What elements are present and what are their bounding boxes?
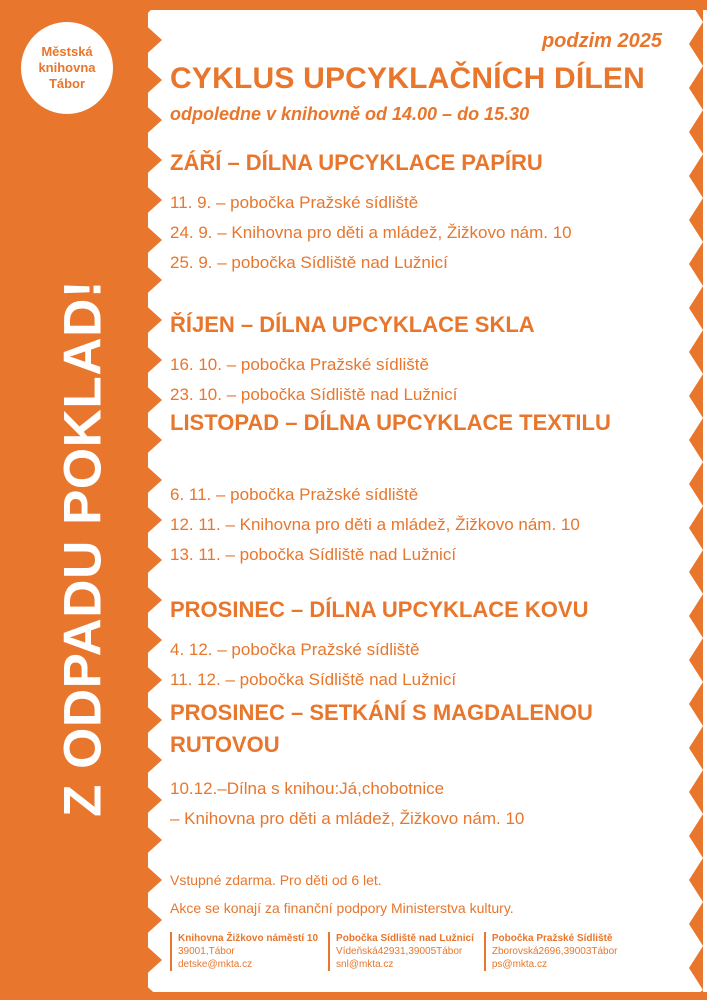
section-item: 23. 10. – pobočka Sídliště nad Lužnicí [170,385,458,404]
logo-line-3: Tábor [48,76,86,91]
section-item: 12. 11. – Knihovna pro děti a mládež, Žižkovo nám. 10 [170,515,580,534]
address-line-2: 39001,Tábor [178,946,235,957]
address-list [170,932,690,971]
footnote-admission: Vstupné zdarma. Pro děti od 6 let. [170,872,382,888]
page-title: CYKLUS UPCYKLAČNÍCH DÍLEN [170,62,646,95]
address-email: detske@mkta.cz [178,959,253,970]
section-item: 25. 9. – pobočka Sídliště nad Lužnicí [170,253,448,272]
address-email: ps@mkta.cz [491,959,548,970]
section-item: 10.12.–Dílna s knihou:Já,chobotnice [170,779,445,798]
right-zigzag-edge [689,0,703,1000]
section-item: 11. 12. – pobočka Sídliště nad Lužnicí [170,670,457,689]
section-rijen [170,310,680,410]
address-item [484,932,618,971]
footnotes [170,866,680,922]
footnote-support: Akce se konají za finanční podpory Ministerstva kultury. [170,900,514,916]
page-subtitle: odpoledne v knihovně od 14.00 – do 15.30 [170,104,530,124]
library-logo [21,22,113,114]
address-item [328,932,474,971]
section-title: PROSINEC – SETKÁNÍ S MAGDALENOU [170,700,593,725]
section-zari [170,148,680,278]
address-line-2: Vídeňská42931,39005Tábor [336,946,463,957]
section-title: ŘÍJEN – DÍLNA UPCYKLACE SKLA [170,312,535,337]
section-item: 6. 11. – pobočka Pražské sídliště [170,485,419,504]
address-name: Pobočka Pražské Sídliště [491,933,613,944]
season-label: podzim 2025 [541,30,662,52]
logo-line-1: Městská [41,44,93,59]
section-prosinec-setkani [170,698,680,834]
address-line-2: Zborovská2696,39003Tábor [491,946,618,957]
section-item: – Knihovna pro děti a mládež, Žižkovo nám. 10 [170,809,525,828]
section-item: 11. 9. – pobočka Pražské sídliště [170,193,419,212]
section-listopad [170,408,680,570]
content-column [170,0,680,1000]
section-title: LISTOPAD – DÍLNA UPCYKLACE TEXTILU [170,410,611,435]
section-title: PROSINEC – DÍLNA UPCYKLACE KOVU [170,597,589,622]
section-prosinec-kov [170,595,680,695]
section-item: 4. 12. – pobočka Pražské sídliště [170,640,420,659]
section-title-line-2: RUTOVOU [170,732,280,757]
section-item: 16. 10. – pobočka Pražské sídliště [170,355,429,374]
address-name: Pobočka Sídliště nad Lužnicí [336,933,474,944]
vertical-slogan: Z ODPADU POKLAD! [53,280,113,817]
section-title: ZÁŘÍ – DÍLNA UPCYKLACE PAPÍRU [170,150,543,175]
section-item: 24. 9. – Knihovna pro děti a mládež, Žižkovo nám. 10 [170,223,572,242]
address-item [170,932,318,971]
address-email: snl@mkta.cz [336,959,394,970]
logo-line-2: knihovna [38,60,96,75]
section-item: 13. 11. – pobočka Sídliště nad Lužnicí [170,545,457,564]
address-name: Knihovna Žižkovo náměstí 10 [178,933,319,944]
